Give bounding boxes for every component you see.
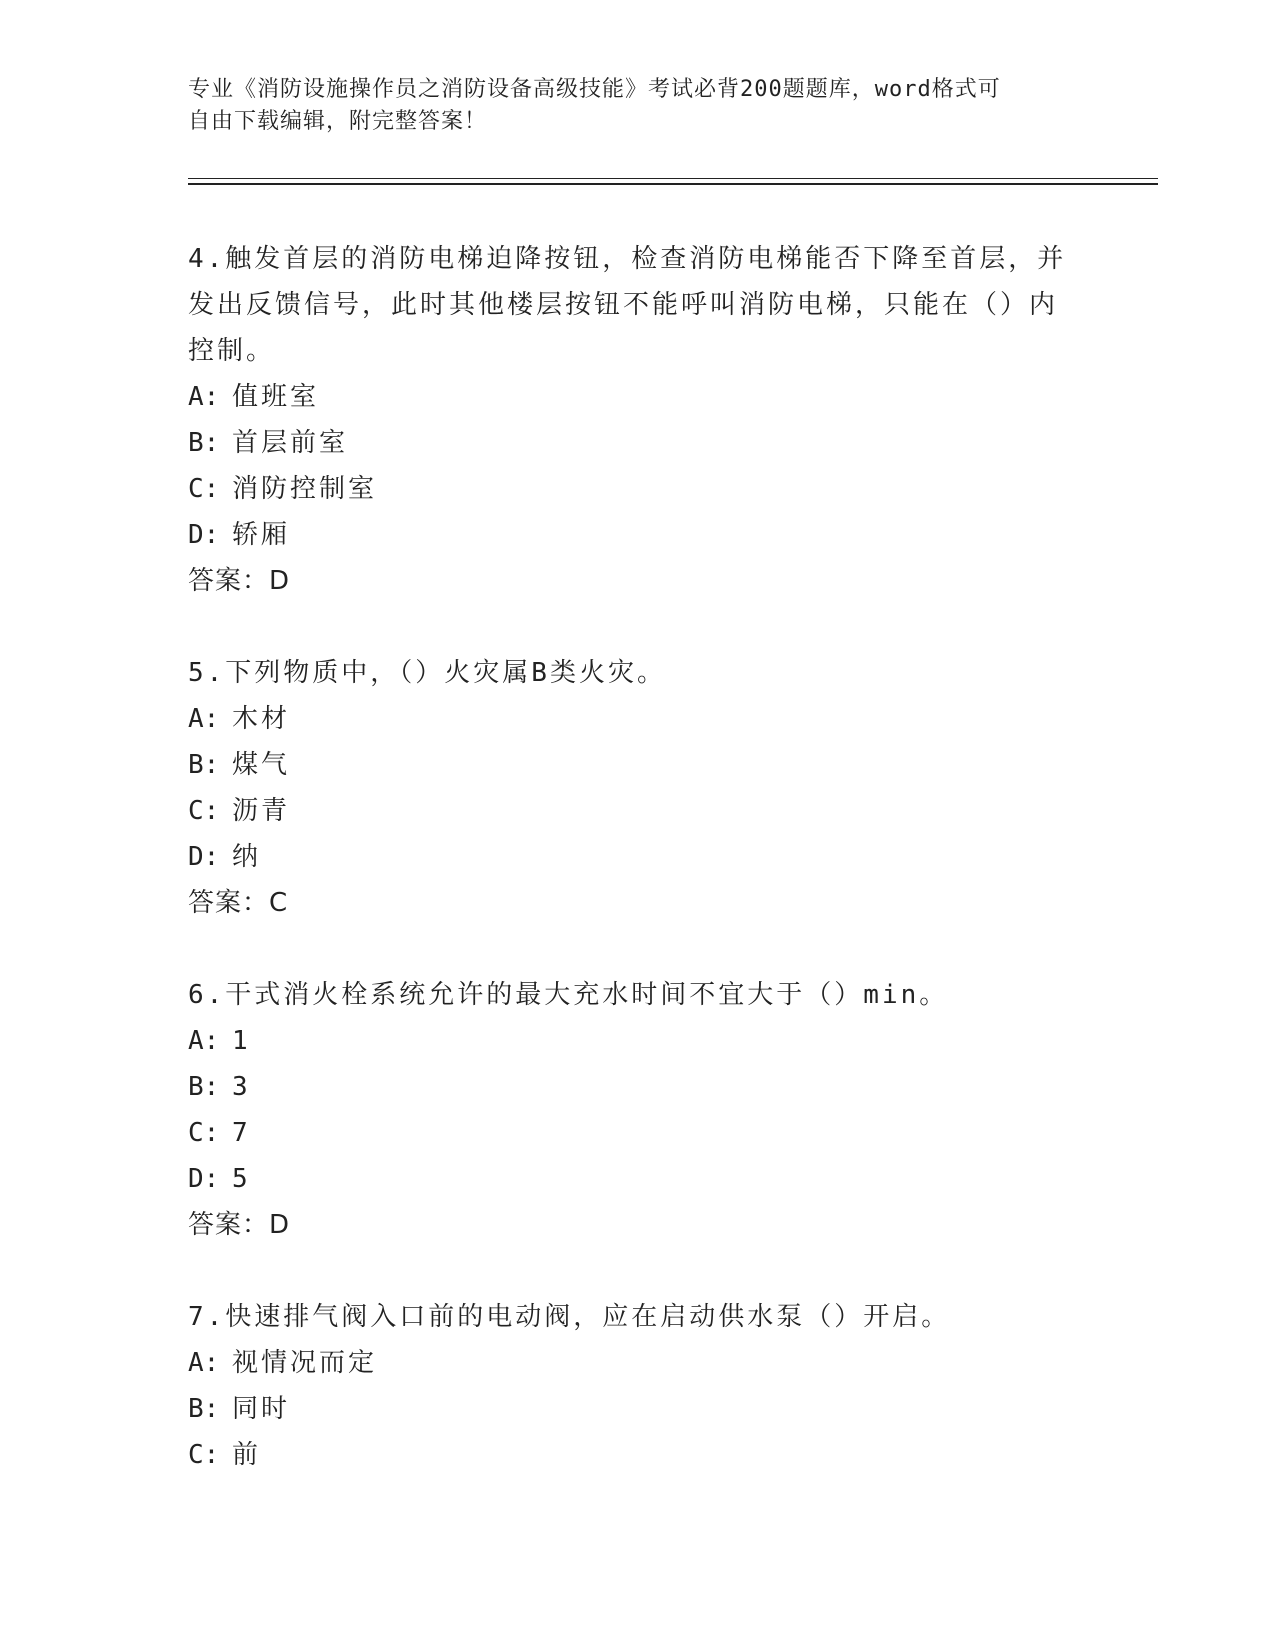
option-key: A: — [188, 1348, 220, 1378]
option-c — [188, 788, 1068, 834]
answer-line: 答案：D — [188, 566, 291, 596]
question-stem: 7.快速排气阀入口前的电动阀，应在启动供水泵（）开启。 — [188, 1302, 951, 1332]
option-a — [188, 374, 1068, 420]
option-text: 沥青 — [232, 796, 291, 826]
option-text: 同时 — [232, 1394, 291, 1424]
option-c — [188, 466, 1068, 512]
option-b — [188, 1064, 1068, 1110]
option-key: C: — [188, 1440, 220, 1470]
option-key: B: — [188, 1072, 220, 1102]
header-line-1: 专业《消防设施操作员之消防设备高级技能》考试必背200题题库，word格式可 — [188, 77, 1001, 102]
option-text: 轿厢 — [232, 520, 291, 550]
option-key: C: — [188, 796, 220, 826]
option-a — [188, 1340, 1068, 1386]
option-key: B: — [188, 1394, 220, 1424]
option-text: 前 — [232, 1440, 262, 1470]
option-a — [188, 1018, 1068, 1064]
option-text: 木材 — [232, 704, 291, 734]
option-text: 视情况而定 — [232, 1348, 378, 1378]
option-text: 首层前室 — [232, 428, 349, 458]
header-divider-thick — [188, 183, 1158, 185]
document-header — [188, 74, 1068, 138]
option-text: 1 — [232, 1026, 251, 1056]
option-key: D: — [188, 1164, 220, 1194]
option-key: D: — [188, 842, 220, 872]
answer-line: 答案：D — [188, 1210, 291, 1240]
question-block — [188, 972, 1068, 1248]
answer-line: 答案：C — [188, 888, 289, 918]
option-key: C: — [188, 474, 220, 504]
option-b — [188, 420, 1068, 466]
option-key: B: — [188, 750, 220, 780]
option-d — [188, 512, 1068, 558]
option-b — [188, 742, 1068, 788]
option-c — [188, 1432, 1068, 1478]
question-block — [188, 236, 1068, 604]
option-d — [188, 1156, 1068, 1202]
option-text: 5 — [232, 1164, 251, 1194]
option-text: 消防控制室 — [232, 474, 378, 504]
option-c — [188, 1110, 1068, 1156]
option-key: D: — [188, 520, 220, 550]
option-text: 纳 — [232, 842, 262, 872]
option-b — [188, 1386, 1068, 1432]
question-stem: 4.触发首层的消防电梯迫降按钮，检查消防电梯能否下降至首层，并发出反馈信号，此时其他楼层按钮不能呼叫消防电梯，只能在（）内控制。 — [188, 244, 1067, 366]
option-text: 煤气 — [232, 750, 291, 780]
header-divider-thin — [188, 178, 1158, 179]
option-key: C: — [188, 1118, 220, 1148]
option-key: A: — [188, 1026, 220, 1056]
option-text: 7 — [232, 1118, 251, 1148]
option-a — [188, 696, 1068, 742]
question-block — [188, 1294, 1068, 1478]
option-key: B: — [188, 428, 220, 458]
question-block — [188, 650, 1068, 926]
option-text: 3 — [232, 1072, 251, 1102]
option-d — [188, 834, 1068, 880]
header-line-2: 自由下载编辑，附完整答案！ — [188, 109, 488, 134]
option-key: A: — [188, 704, 220, 734]
question-stem: 6.干式消火栓系统允许的最大充水时间不宜大于（）min。 — [188, 980, 949, 1010]
question-stem: 5.下列物质中，（）火灾属B类火灾。 — [188, 658, 666, 688]
option-key: A: — [188, 382, 220, 412]
option-text: 值班室 — [232, 382, 320, 412]
